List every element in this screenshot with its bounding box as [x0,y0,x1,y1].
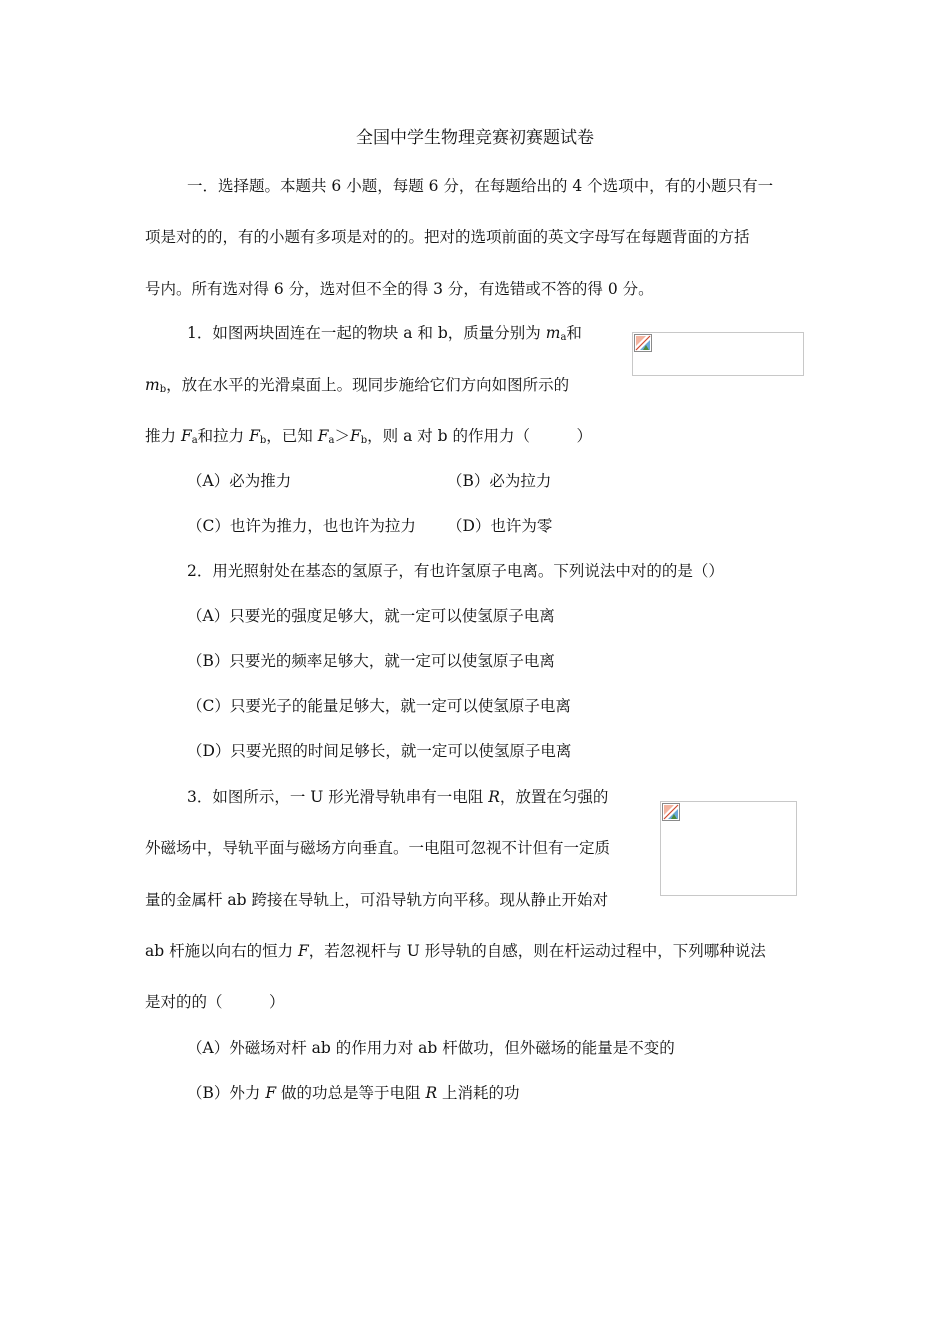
q1-option-a: （A）必为推力 [187,472,292,490]
q3-stem-line-2: 外磁场中，导轨平面与磁场方向垂直。一电阻可忽视不计但有一定质 [145,839,611,857]
broken-image-icon [634,334,652,352]
intro-line-1: 一．选择题。本题共 6 小题，每题 6 分，在每题给出的 4 个选项中，有的小题只有一 [187,177,774,195]
q3-stem-line-5: 是对的的（ ） [145,993,285,1011]
q3-stem-line-4: ab 杆施以向右的恒力 F，若忽视杆与 U 形导轨的自感，则在杆运动过程中，下列哪种说法 [145,942,766,960]
q3-figure-placeholder [660,801,797,896]
intro-line-3: 号内。所有选对得 6 分，选对但不全的得 3 分，有选错或不答的得 0 分。 [145,280,654,298]
intro-line-2: 项是对的的，有的小题有多项是对的的。把对的选项前面的英文字母写在每题背面的方括 [145,228,750,246]
q2-option-d: （D）只要光照的时间足够长，就一定可以使氢原子电离 [187,742,572,760]
q3-option-a: （A）外磁场对杆 ab 的作用力对 ab 杆做功，但外磁场的能量是不变的 [187,1039,675,1057]
q1-option-b: （B）必为拉力 [447,472,552,490]
q1-option-c: （C）也许为推力，也也许为拉力 [187,517,416,535]
q2-option-b: （B）只要光的频率足够大，就一定可以使氢原子电离 [187,652,555,670]
q1-figure-placeholder [632,332,804,376]
q1-stem-line-2: $m_b$，放在水平的光滑桌面上。现同步施给它们方向如图所示的 [145,376,570,395]
q3-stem-line-3: 量的金属杆 ab 跨接在导轨上，可沿导轨方向平移。现从静止开始对 [145,891,609,909]
q3-stem-line-1: 3．如图所示，一 U 形光滑导轨串有一电阻 R，放置在匀强的 [187,788,609,806]
broken-image-icon [662,803,680,821]
q2-option-c: （C）只要光子的能量足够大，就一定可以使氢原子电离 [187,697,571,715]
q1-stem-line-3: 推力 $F_a$和拉力 $F_b$，已知 $F_a>F_b$，则 a 对 b 的作用力（ ） [145,427,593,446]
q2-option-a: （A）只要光的强度足够大，就一定可以使氢原子电离 [187,607,555,625]
q1-option-d: （D）也许为零 [447,517,553,535]
q3-option-b: （B）外力 F 做的功总是等于电阻 R 上消耗的功 [187,1084,520,1102]
q1-stem-line-1: 1．如图两块固连在一起的物块 a 和 b，质量分别为 $m_a$和 [187,324,582,343]
page-title: 全国中学生物理竞赛初赛题试卷 [356,128,594,148]
q2-stem: 2．用光照射处在基态的氢原子，有也许氢原子电离。下列说法中对的的是（） [187,562,724,580]
